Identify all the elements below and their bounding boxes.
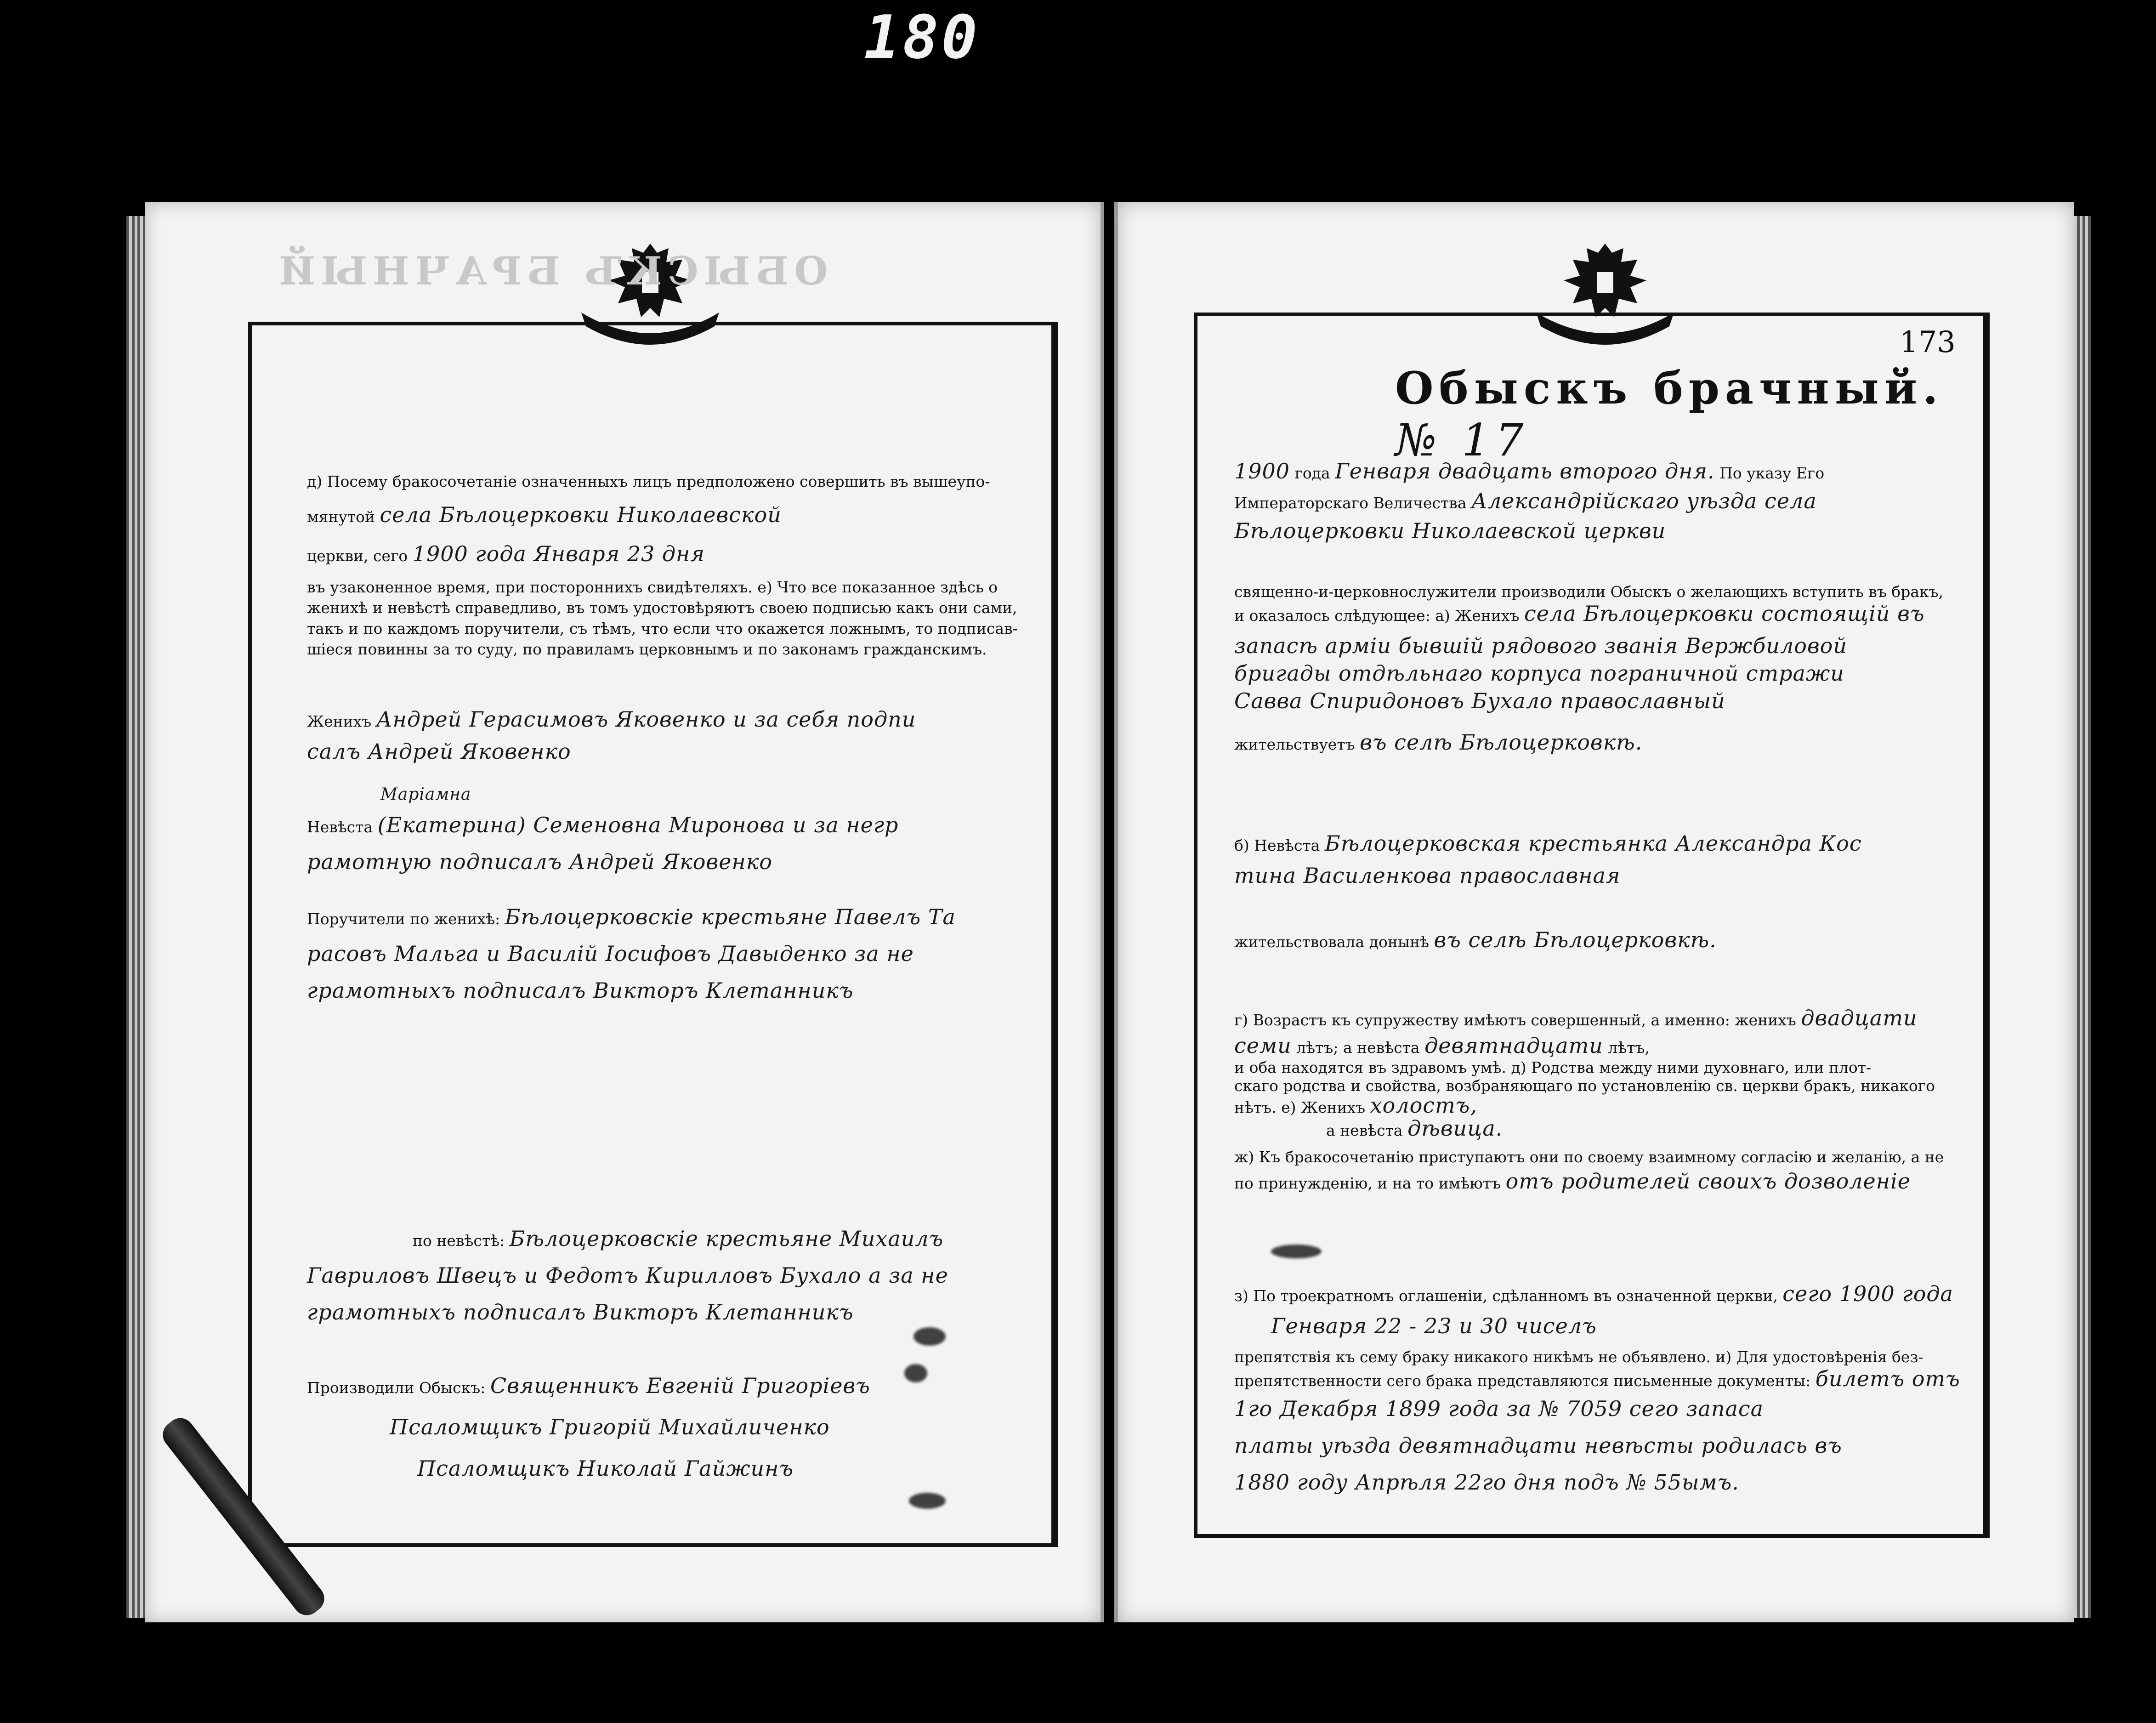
documents-hand: билетъ отъ — [1815, 1366, 1960, 1391]
banns-hand: сего 1900 года — [1782, 1281, 1953, 1306]
document-title — [1395, 362, 1983, 466]
bride-line-2: рамотную подписалъ Андрей Яковенко — [307, 849, 772, 874]
guarantors-groom-line-2: расовъ Мальга и Василiй Iосифовъ Давыденко за не — [307, 941, 914, 966]
inquiry-line-1 — [307, 1373, 870, 1398]
ink-blot — [913, 1327, 946, 1346]
banns-dates: Генваря 22 - 23 и 30 чиселъ — [1271, 1314, 1597, 1338]
ink-blot — [909, 1493, 946, 1509]
bride-residence-line — [1234, 927, 1717, 952]
guarantors-bride-line-2: Гавриловъ Швецъ и Федотъ Кирилловъ Бухало а за не — [307, 1263, 948, 1288]
church-name: села Бѣлоцерковки Николаевской — [380, 502, 782, 527]
groom-residence-hand: въ селѣ Бѣлоцерковкѣ. — [1360, 730, 1643, 755]
section-d-line-6: такъ и по каждомъ поручители, съ тѣмъ, что если что окажется ложнымъ, то подписав- — [307, 620, 1018, 637]
guarantors-groom-text: Бѣлоцерковскiе крестьяне Павелъ Та — [505, 904, 956, 929]
age-line-2 — [1234, 1033, 1650, 1058]
section-d-line-4: въ узаконенное время, при постороннихъ свидѣтеляхъ. е) Что все показанное здѣсь о — [307, 578, 998, 596]
left-page — [145, 202, 1104, 1622]
bride-signature: (Екатерина) Семеновна Миронова и за негр — [377, 813, 899, 837]
bride-label: Невѣста — [307, 818, 373, 836]
majesty-print: Императорскаго Величества — [1234, 494, 1467, 512]
section-d-line-3 — [307, 541, 705, 566]
ink-blot — [904, 1364, 927, 1382]
banns-print: з) По троекратномъ оглашенiи, сдѣланномъ въ означенной церкви, — [1234, 1287, 1778, 1305]
bride-b-line-1 — [1234, 831, 1862, 856]
age-print-2a: лѣтъ; а невѣста — [1296, 1039, 1420, 1057]
section-d-print: церкви, сего — [307, 547, 408, 565]
record-number: № 17 — [1395, 415, 1529, 466]
p6-line: запасѣ армiи бывшiй рядового званiя Вержбиловой — [1234, 633, 1848, 658]
inquiry-label: Производили Обыскъ: — [307, 1379, 486, 1397]
groom-residence-print: жительствуетъ — [1234, 735, 1355, 753]
bride-residence-print: жительствовала донынѣ — [1234, 933, 1429, 951]
p7-line: бригады отдѣльнаго корпуса пограничной стражи — [1234, 661, 1844, 686]
banns-line-1 — [1234, 1281, 1953, 1306]
documents-print: препятственности сего брака представляются письменные документы: — [1234, 1372, 1811, 1390]
section-d-line-7: шiеся повинны за то суду, по правиламъ церковнымъ и по законамъ гражданскимъ. — [307, 640, 987, 658]
p1-line — [1234, 459, 1824, 483]
groom-status-print: нѣтъ. е) Женихъ — [1234, 1098, 1366, 1116]
bride-b-hand: Бѣлоцерковская крестьянка Александра Кос — [1324, 831, 1862, 856]
bride-status-print: а невѣста — [1326, 1121, 1403, 1139]
groom-residence-line — [1234, 730, 1642, 755]
bleedthrough-title: ОБЫСКЪ БРАЧНЫЙ — [273, 248, 828, 294]
groom-a-hand: села Бѣлоцерковки состоящiй въ — [1524, 601, 1925, 626]
guarantors-groom-line-3: грамотныхъ подписалъ Викторъ Клетанникъ — [307, 978, 854, 1003]
p5-line — [1234, 601, 1925, 626]
status-line-2 — [1326, 1116, 1503, 1141]
district-hand: Александрiйскаго уѣзда села — [1471, 489, 1817, 513]
right-page-frame — [1194, 313, 1990, 1538]
groom-a-print: и оказалось слѣдующее: а) Женихъ — [1234, 607, 1520, 625]
section-d-line-5: женихѣ и невѣстѣ справедливо, въ томъ удостовѣряютъ своею подписью какъ они сами, — [307, 599, 1017, 617]
p8-line: Савва Спиридоновъ Бухало православный — [1234, 688, 1725, 713]
documents-line-3: платы уѣзда девятнадцати невѣсты родилась въ — [1234, 1433, 1842, 1458]
guarantors-groom-line-1 — [307, 904, 956, 929]
wedding-date: 1900 года Января 23 дня — [412, 541, 705, 566]
p3-line: Бѣлоцерковки Николаевской церкви — [1234, 518, 1666, 543]
bride-name-correction: Марiамна — [380, 785, 471, 804]
banns-line-3: препятствiя къ сему браку никакого никѣмъ не объявлено. и) Для удостовѣренiя без- — [1234, 1348, 1923, 1366]
right-page — [1114, 202, 2074, 1622]
consent-line-1: ж) Къ бракосочетанiю приступаютъ они по своему взаимному согласiю и желанiю, а не — [1234, 1148, 1944, 1166]
documents-line-1 — [1234, 1366, 1960, 1391]
year-hand: 1900 — [1234, 459, 1290, 483]
date-hand: Генваря двадцать второго дня. — [1335, 459, 1715, 483]
age-print: г) Возрастъ къ супружеству имѣютъ совершенный, а именно: женихъ — [1234, 1011, 1796, 1029]
relation-line-1: и оба находятся въ здравомъ умѣ. д) Родства между ними духовнаго, или плот- — [1234, 1058, 1872, 1076]
guarantors-groom-label: Поручители по женихѣ: — [307, 910, 500, 928]
section-d-print: мянутой — [307, 508, 375, 526]
title-text: Обыскъ брачный. — [1395, 362, 1944, 414]
psalmist-signature-1: Псаломщикъ Григорiй Михайличенко — [390, 1415, 830, 1439]
p2-line — [1234, 489, 1817, 513]
bride-residence-hand: въ селѣ Бѣлоцерковкѣ. — [1434, 927, 1717, 952]
age-print-2b: лѣтъ, — [1608, 1039, 1650, 1057]
groom-age-hand-2: семи — [1234, 1033, 1292, 1058]
ink-blot — [1271, 1245, 1322, 1258]
age-line-1 — [1234, 1006, 1918, 1030]
consent-hand: отъ родителей своихъ дозволенiе — [1505, 1169, 1911, 1194]
bride-status-hand: дѣвица. — [1407, 1116, 1503, 1141]
documents-line-4: 1880 году Апрѣля 22го дня подъ № 55ымъ. — [1234, 1470, 1739, 1495]
archive-number: 180 — [864, 2, 980, 72]
consent-line-2 — [1234, 1169, 1911, 1194]
guarantors-bride-line-3: грамотныхъ подписалъ Викторъ Клетанникъ — [307, 1300, 854, 1325]
guarantors-bride-line-1 — [307, 1226, 943, 1251]
section-d-line-2 — [307, 502, 782, 527]
priest-signature: Священникъ Евгенiй Григорiевъ — [490, 1373, 870, 1398]
register-book — [126, 202, 2075, 1627]
page-number: 173 — [1899, 325, 1956, 359]
guarantors-bride-label: по невѣстѣ: — [413, 1232, 505, 1250]
bride-age-hand: девятнадцати — [1424, 1033, 1603, 1058]
guarantors-bride-text: Бѣлоцерковскiе крестьяне Михаилъ — [509, 1226, 944, 1251]
section-d-line-1: д) Посему бракосочетанiе означенныхъ лицъ предположено совершить въ вышеупо- — [307, 472, 990, 490]
p4-line: священно-и-церковнослужители производили Обыскъ о желающихъ вступить въ бракъ, — [1234, 583, 1944, 601]
bride-b-line-2: тина Василенкова православная — [1234, 863, 1621, 888]
left-page-frame — [248, 322, 1058, 1547]
bride-b-print: б) Невѣста — [1234, 836, 1320, 854]
bride-line-1 — [307, 813, 899, 837]
relation-line-2: скаго родства и свойства, возбраняющаго по установленiю св. церкви бракъ, никакого — [1234, 1077, 1935, 1095]
groom-status-hand: холостъ, — [1370, 1093, 1478, 1118]
groom-label: Женихъ — [307, 712, 372, 730]
groom-line-1 — [307, 707, 916, 732]
groom-line-2: салъ Андрей Яковенко — [307, 739, 571, 764]
consent-print: по принужденiю, и на то имѣютъ — [1234, 1174, 1501, 1192]
documents-line-2: 1го Декабря 1899 года за № 7059 сего запаса — [1234, 1396, 1764, 1421]
groom-signature: Андрей Герасимовъ Яковенко и за себя подпи — [376, 707, 916, 732]
year-print: года — [1294, 464, 1330, 482]
decree-print: По указу Его — [1719, 464, 1825, 482]
groom-age-hand: двадцати — [1801, 1006, 1918, 1030]
status-line-1 — [1234, 1093, 1477, 1118]
psalmist-signature-2: Псаломщикъ Николай Гайжинъ — [417, 1456, 794, 1481]
